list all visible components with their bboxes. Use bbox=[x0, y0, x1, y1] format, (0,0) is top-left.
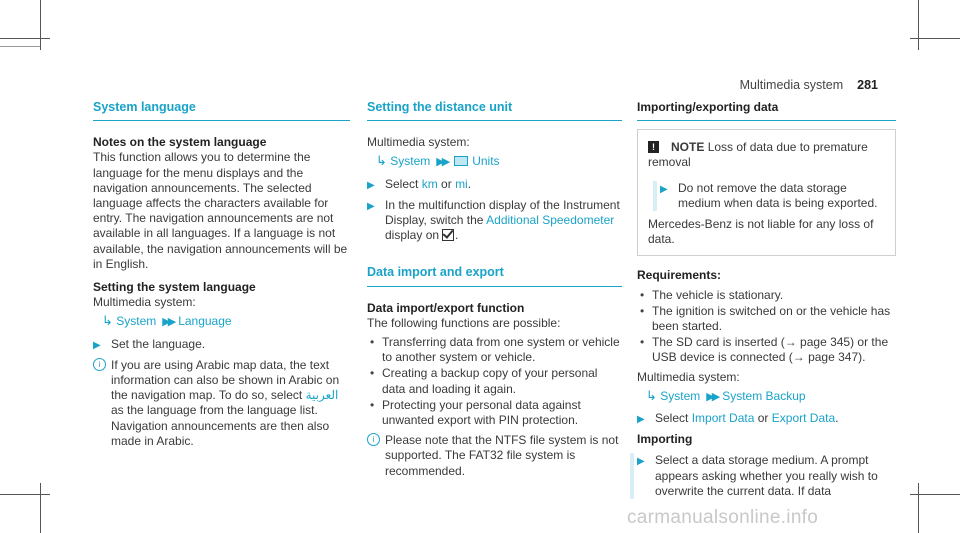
requirements-list bbox=[637, 288, 896, 366]
requirements-heading: Requirements: bbox=[637, 268, 722, 283]
func-heading: Data import/export function bbox=[367, 300, 525, 315]
warning-icon: ! bbox=[648, 141, 659, 153]
return-arrow-icon: ↳ bbox=[376, 153, 387, 169]
step-select-unit: ▶ Select km or mi. bbox=[367, 177, 622, 192]
crop-mark bbox=[918, 483, 919, 533]
step-triangle-icon: ▶ bbox=[367, 200, 375, 212]
step-select-import-export: ▶ Select Import Data or Export Data. bbox=[637, 411, 896, 426]
step-triangle-icon: ▶ bbox=[637, 414, 645, 426]
step-triangle-icon: ▶ bbox=[367, 179, 375, 191]
notice-box bbox=[637, 129, 896, 256]
page-header bbox=[740, 78, 878, 92]
import-data-option: Import Data bbox=[691, 411, 755, 426]
mm-label: Multimedia system: bbox=[93, 295, 196, 310]
nav-system: System bbox=[660, 388, 701, 403]
section-title-system-language: System language bbox=[93, 100, 350, 121]
step-set-language: ▶ Set the language. bbox=[93, 337, 350, 352]
section-title-distance-unit: Setting the distance unit bbox=[367, 100, 622, 121]
note-arabic: i If you are using Arabic map data, the text information can also be shown in Arabic on the navigation map. To do so, select العربية as the language from the language list. Navigation announcements are then also made in Arabic. bbox=[93, 358, 350, 449]
crop-mark bbox=[0, 494, 50, 495]
nav-path bbox=[376, 153, 622, 170]
notice-title: ! NOTE Loss of data due to premature removal bbox=[648, 140, 868, 170]
step-additional-speedometer: ▶ In the multifunction display of the Instrument Display, switch the Additional Speedometer display on . bbox=[367, 197, 620, 243]
option-km: km bbox=[421, 176, 438, 191]
checkbox-icon bbox=[442, 229, 454, 241]
notice-text: Mercedes-Benz is not liable for any loss of data. bbox=[648, 217, 874, 247]
nav-path bbox=[646, 388, 896, 405]
list-item: • The vehicle is stationary. bbox=[637, 288, 896, 303]
column-1 bbox=[93, 100, 350, 454]
nav-system: System bbox=[390, 154, 431, 169]
header-title: Multimedia system bbox=[739, 78, 844, 92]
crop-mark bbox=[0, 38, 50, 39]
nav-path bbox=[102, 313, 350, 330]
notice-step: ▶ Do not remove the data storage medium when data is being exported. bbox=[653, 181, 885, 211]
import-export-heading: Importing/exporting data bbox=[637, 100, 896, 121]
nav-units: Units bbox=[472, 154, 500, 169]
step-triangle-icon: ▶ bbox=[637, 456, 645, 468]
mm-label: Multimedia system: bbox=[367, 135, 470, 150]
notes-heading: Notes on the system language bbox=[93, 135, 267, 150]
step-triangle-icon: ▶ bbox=[660, 183, 668, 195]
list-item: • Protecting your personal data against unwanted export with PIN protection. bbox=[367, 398, 622, 428]
column-2 bbox=[367, 100, 622, 484]
units-icon bbox=[454, 156, 468, 166]
note-ntfs: i Please note that the NTFS file system is not supported. The FAT32 file system is recommended. bbox=[367, 433, 622, 479]
func-intro: The following functions are possible: bbox=[367, 315, 561, 330]
arabic-option: العربية bbox=[305, 388, 339, 403]
return-arrow-icon: ↳ bbox=[102, 313, 113, 329]
page-number: 281 bbox=[857, 78, 878, 92]
list-item: • The ignition is switched on or the vehicle has been started. bbox=[637, 304, 896, 334]
crop-mark bbox=[40, 0, 41, 50]
import-step: ▶ Select a data storage medium. A prompt appears asking whether you really wish to overwrite the current data. If data bbox=[630, 453, 896, 499]
step-triangle-icon: ▶ bbox=[93, 339, 101, 351]
column-3 bbox=[637, 100, 896, 505]
info-icon: i bbox=[93, 358, 106, 371]
double-chevron-icon: ▶▶ bbox=[436, 156, 448, 169]
mm-label: Multimedia system: bbox=[637, 369, 740, 384]
watermark: carmanualsonline.info bbox=[627, 507, 819, 528]
nav-system: System bbox=[116, 314, 157, 329]
export-data-option: Export Data bbox=[771, 411, 836, 426]
list-item: • Creating a backup copy of your personal data and loading it again. bbox=[367, 366, 622, 396]
additional-speedometer-option: Additional Speedometer bbox=[486, 213, 615, 228]
setting-heading: Setting the system language bbox=[93, 280, 256, 295]
nav-language: Language bbox=[178, 314, 232, 329]
option-mi: mi bbox=[455, 176, 468, 191]
nav-system-backup: System Backup bbox=[722, 388, 806, 403]
crop-mark bbox=[918, 0, 919, 50]
importing-heading: Importing bbox=[637, 432, 693, 447]
list-item: • Transferring data from one system or vehicle to another system or vehicle. bbox=[367, 335, 622, 365]
double-chevron-icon: ▶▶ bbox=[706, 390, 718, 403]
notes-text: This function allows you to determine the language for the menu displays and the navigation announcements. The selected language affects the characters available for entry. The navigation announcements are not available in all languages. If a language is not available, the navigation announcements will be in English. bbox=[93, 150, 348, 271]
crop-mark bbox=[40, 483, 41, 533]
function-list bbox=[367, 335, 622, 428]
section-title-data-import: Data import and export bbox=[367, 265, 622, 286]
crop-mark bbox=[0, 46, 40, 47]
double-chevron-icon: ▶▶ bbox=[162, 316, 174, 329]
list-item: • The SD card is inserted (→ page 345) or the USB device is connected (→ page 347). bbox=[637, 335, 896, 365]
info-icon: i bbox=[367, 433, 380, 446]
return-arrow-icon: ↳ bbox=[646, 387, 657, 403]
